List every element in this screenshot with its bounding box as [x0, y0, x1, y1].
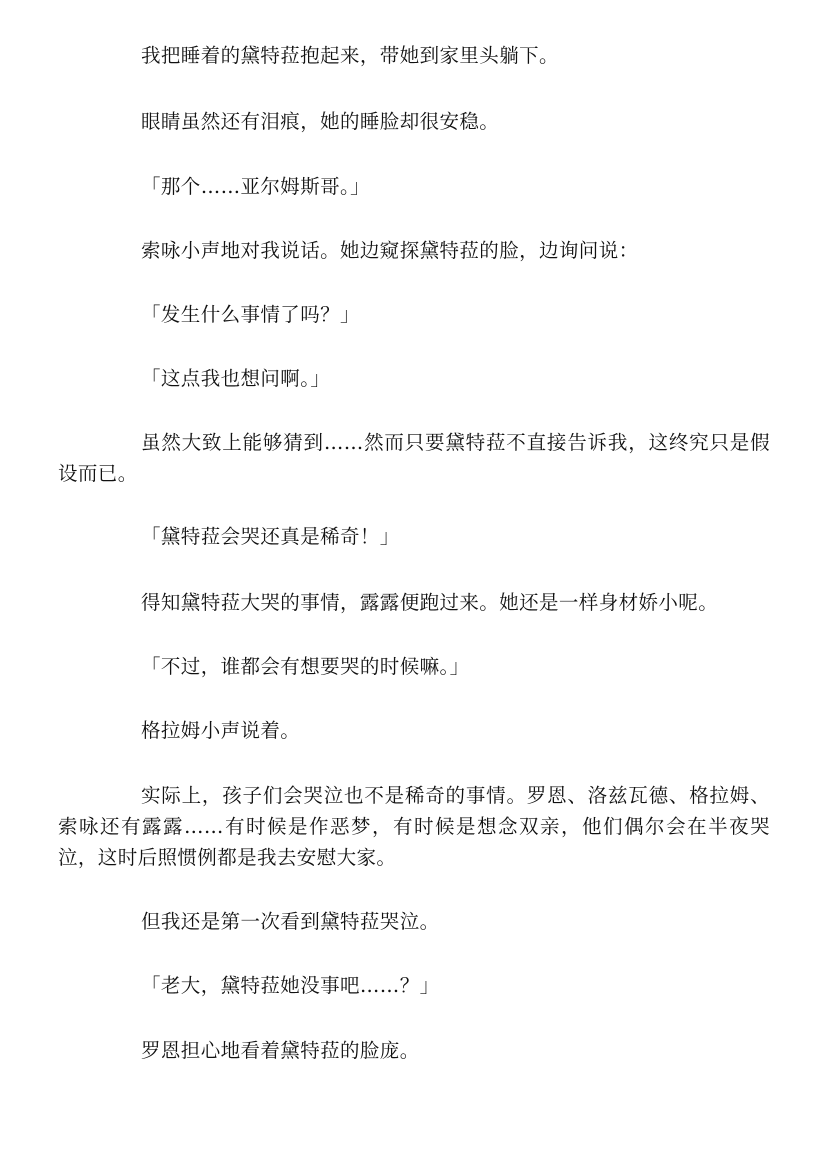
paragraph-15: 罗恩担心地看着黛特菈的脸庞。 [141, 1039, 420, 1062]
paragraph-7: 虽然大致上能够猜到……然而只要黛特菈不直接告诉我，这终究只是假设而已。 [58, 431, 770, 485]
paragraph-8: 「黛特菈会哭还真是稀奇！」 [141, 525, 400, 548]
paragraph-11: 格拉姆小声说着。 [141, 719, 301, 742]
paragraph-10: 「不过，谁都会有想要哭的时候嘛。」 [141, 655, 470, 678]
paragraph-3: 「那个……亚尔姆斯哥。」 [141, 175, 371, 198]
paragraph-5: 「发生什么事情了吗？」 [141, 303, 360, 326]
paragraph-13: 但我还是第一次看到黛特菈哭泣。 [141, 910, 440, 933]
paragraph-2: 眼睛虽然还有泪痕，她的睡脸却很安稳。 [141, 110, 500, 133]
paragraph-12: 实际上，孩子们会哭泣也不是稀奇的事情。罗恩、洛兹瓦德、格拉姆、索咏还有露露……有时候是作恶梦，有时候是想念双亲，他们偶尔会在半夜哭泣，这时后照惯例都是我去安慰大家。 [58, 784, 770, 869]
paragraph-6: 「这点我也想问啊。」 [141, 367, 331, 390]
paragraph-4: 索咏小声地对我说话。她边窥探黛特菈的脸，边询问说： [141, 239, 639, 262]
paragraph-14: 「老大，黛特菈她没事吧……？」 [141, 974, 440, 997]
paragraph-9: 得知黛特菈大哭的事情，露露便跑过来。她还是一样身材娇小呢。 [141, 591, 719, 614]
paragraph-1: 我把睡着的黛特菈抱起来，带她到家里头躺下。 [141, 44, 559, 67]
